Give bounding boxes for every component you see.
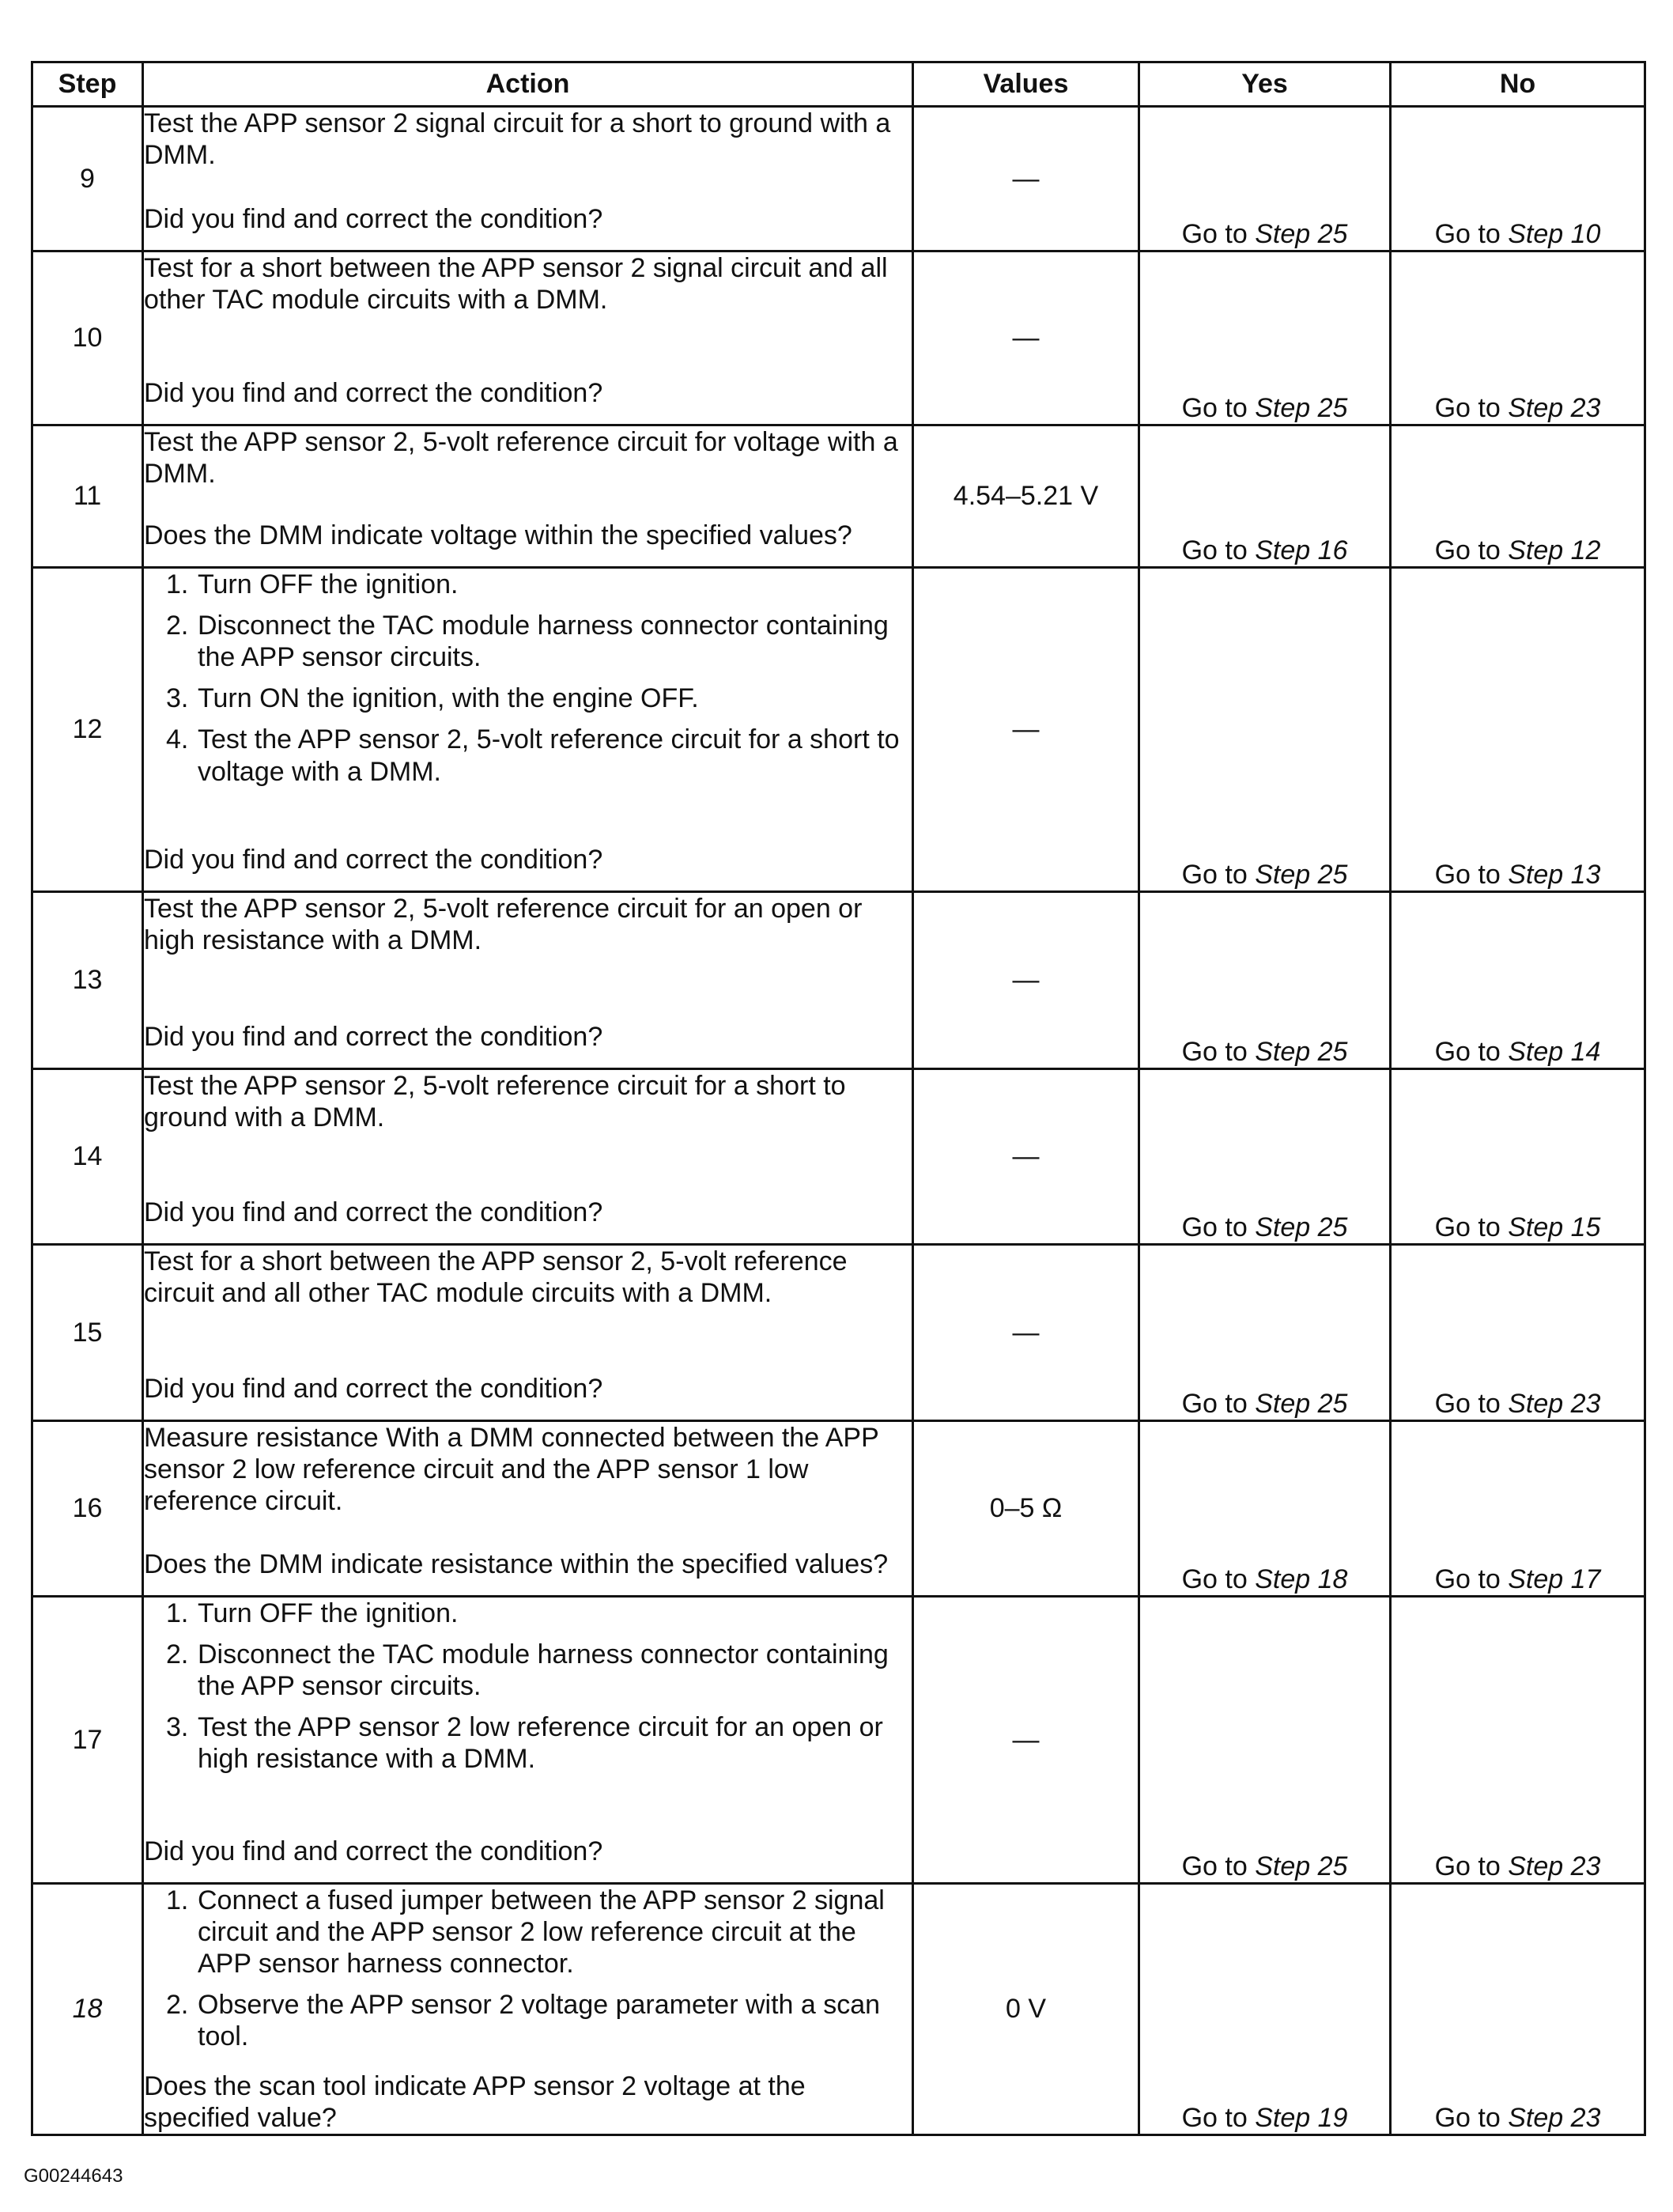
yes-cell bbox=[1139, 1069, 1391, 1245]
goto-step-link: Step 18 bbox=[1255, 1564, 1348, 1594]
goto-step-link: Step 16 bbox=[1255, 535, 1348, 565]
table-row bbox=[32, 892, 1645, 1069]
list-item-number: 3. bbox=[166, 683, 189, 714]
goto-prefix: Go to bbox=[1434, 392, 1501, 423]
action-body bbox=[144, 426, 912, 490]
table-row bbox=[32, 251, 1645, 425]
goto-prefix: Go to bbox=[1434, 1564, 1501, 1594]
list-item-number: 3. bbox=[166, 1712, 189, 1743]
list-item-number: 1. bbox=[166, 1598, 189, 1628]
goto-prefix: Go to bbox=[1434, 535, 1501, 565]
yes-cell bbox=[1139, 425, 1391, 568]
action-cell bbox=[143, 107, 913, 251]
action-question: Did you find and correct the condition? bbox=[144, 844, 603, 875]
action-body bbox=[144, 108, 912, 171]
goto-prefix: Go to bbox=[1181, 1388, 1248, 1419]
values-cell: 4.54–5.21 V bbox=[913, 425, 1139, 568]
list-item bbox=[144, 1639, 912, 1702]
goto-prefix: Go to bbox=[1181, 2102, 1248, 2133]
list-item-number: 4. bbox=[166, 724, 189, 755]
goto-no bbox=[1435, 219, 1601, 249]
goto-prefix: Go to bbox=[1434, 1036, 1501, 1067]
action-body bbox=[144, 252, 912, 316]
action-body bbox=[144, 1070, 912, 1133]
action-cell bbox=[143, 1421, 913, 1597]
no-cell bbox=[1391, 1069, 1645, 1245]
no-cell bbox=[1391, 1597, 1645, 1884]
list-item-text: Disconnect the TAC module harness connector containing the APP sensor circuits. bbox=[198, 611, 889, 673]
goto-step-link: Step 23 bbox=[1508, 392, 1601, 423]
table-row bbox=[32, 425, 1645, 568]
action-question: Does the DMM indicate resistance within the specified values? bbox=[144, 1548, 889, 1579]
action-body bbox=[144, 1885, 912, 2063]
goto-yes bbox=[1182, 535, 1348, 565]
no-cell bbox=[1391, 1884, 1645, 2135]
goto-step-link: Step 23 bbox=[1508, 1851, 1601, 1881]
goto-step-link: Step 25 bbox=[1255, 1036, 1348, 1067]
goto-yes bbox=[1182, 1851, 1348, 1881]
table-row bbox=[32, 107, 1645, 251]
list-item bbox=[144, 610, 912, 673]
values-cell: 0–5 Ω bbox=[913, 1421, 1139, 1597]
goto-step-link: Step 12 bbox=[1508, 535, 1601, 565]
list-item-text: Observe the APP sensor 2 voltage parameter with a scan tool. bbox=[198, 1990, 881, 2052]
table-row bbox=[32, 1884, 1645, 2135]
yes-cell bbox=[1139, 568, 1391, 892]
list-item-text: Disconnect the TAC module harness connector containing the APP sensor circuits. bbox=[198, 1639, 889, 1702]
goto-prefix: Go to bbox=[1181, 1036, 1248, 1067]
action-text: Test for a short between the APP sensor 2, 5-volt reference circuit and all other TAC module circuits with a DMM. bbox=[144, 1246, 848, 1309]
goto-no bbox=[1435, 2103, 1601, 2133]
goto-prefix: Go to bbox=[1181, 1851, 1248, 1881]
yes-cell bbox=[1139, 1421, 1391, 1597]
table-body bbox=[32, 107, 1645, 2135]
list-item bbox=[144, 1598, 912, 1629]
goto-prefix: Go to bbox=[1181, 1212, 1248, 1242]
step-number: 10 bbox=[32, 251, 143, 425]
action-body bbox=[144, 1422, 912, 1517]
step-number: 12 bbox=[32, 568, 143, 892]
goto-prefix: Go to bbox=[1434, 1851, 1501, 1881]
action-body bbox=[144, 569, 912, 797]
action-text: Test for a short between the APP sensor 2 signal circuit and all other TAC module circuits with a DMM. bbox=[144, 253, 888, 316]
goto-yes bbox=[1182, 2103, 1348, 2133]
header-no: No bbox=[1391, 62, 1645, 107]
no-cell bbox=[1391, 1245, 1645, 1421]
goto-step-link: Step 25 bbox=[1255, 392, 1348, 423]
values-cell: — bbox=[913, 568, 1139, 892]
goto-step-link: Step 23 bbox=[1508, 1388, 1601, 1419]
no-cell bbox=[1391, 251, 1645, 425]
goto-prefix: Go to bbox=[1181, 1564, 1248, 1594]
values-cell: — bbox=[913, 892, 1139, 1069]
list-item bbox=[144, 683, 912, 714]
goto-step-link: Step 25 bbox=[1255, 1212, 1348, 1242]
goto-step-link: Step 14 bbox=[1508, 1036, 1601, 1067]
goto-step-link: Step 17 bbox=[1508, 1564, 1601, 1594]
table-row bbox=[32, 1069, 1645, 1245]
list-item-number: 2. bbox=[166, 1990, 189, 2021]
goto-no bbox=[1435, 1037, 1601, 1067]
action-body bbox=[144, 1598, 912, 1785]
no-cell bbox=[1391, 892, 1645, 1069]
step-number: 18 bbox=[32, 1884, 143, 2135]
values-cell: — bbox=[913, 1597, 1139, 1884]
values-cell: 0 V bbox=[913, 1884, 1139, 2135]
goto-prefix: Go to bbox=[1181, 535, 1248, 565]
action-question: Did you find and correct the condition? bbox=[144, 1373, 603, 1404]
goto-yes bbox=[1182, 393, 1348, 423]
goto-no bbox=[1435, 1564, 1601, 1594]
action-cell bbox=[143, 892, 913, 1069]
yes-cell bbox=[1139, 107, 1391, 251]
step-number: 9 bbox=[32, 107, 143, 251]
step-number: 15 bbox=[32, 1245, 143, 1421]
goto-prefix: Go to bbox=[1181, 392, 1248, 423]
goto-prefix: Go to bbox=[1434, 859, 1501, 890]
goto-step-link: Step 15 bbox=[1508, 1212, 1601, 1242]
table-row bbox=[32, 1421, 1645, 1597]
step-number: 14 bbox=[32, 1069, 143, 1245]
action-text: Test the APP sensor 2, 5-volt reference circuit for an open or high resistance with a DMM. bbox=[144, 894, 863, 956]
goto-prefix: Go to bbox=[1434, 1388, 1501, 1419]
action-question: Did you find and correct the condition? bbox=[144, 1197, 603, 1227]
list-item bbox=[144, 1711, 912, 1775]
list-item-number: 1. bbox=[166, 569, 189, 599]
action-steps-list bbox=[144, 569, 912, 788]
table-row bbox=[32, 1597, 1645, 1884]
figure-id: G00244643 bbox=[24, 2165, 123, 2187]
no-cell bbox=[1391, 107, 1645, 251]
header-step: Step bbox=[32, 62, 143, 107]
header-yes: Yes bbox=[1139, 62, 1391, 107]
list-item-text: Turn OFF the ignition. bbox=[198, 569, 459, 599]
goto-prefix: Go to bbox=[1181, 859, 1248, 890]
goto-prefix: Go to bbox=[1434, 1212, 1501, 1242]
list-item-text: Test the APP sensor 2 low reference circuit for an open or high resistance with a DMM. bbox=[198, 1712, 883, 1775]
goto-no bbox=[1435, 860, 1601, 890]
goto-no bbox=[1435, 535, 1601, 565]
yes-cell bbox=[1139, 251, 1391, 425]
goto-step-link: Step 25 bbox=[1255, 859, 1348, 890]
list-item-number: 2. bbox=[166, 1639, 189, 1670]
values-cell: — bbox=[913, 1245, 1139, 1421]
list-item-text: Turn OFF the ignition. bbox=[198, 1598, 459, 1628]
list-item-text: Connect a fused jumper between the APP sensor 2 signal circuit and the APP sensor 2 low reference circuit at the APP sensor harness connector. bbox=[198, 1885, 885, 1979]
goto-no bbox=[1435, 1851, 1601, 1881]
action-cell bbox=[143, 1884, 913, 2135]
action-cell bbox=[143, 425, 913, 568]
goto-step-link: Step 13 bbox=[1508, 859, 1601, 890]
list-item-number: 1. bbox=[166, 1885, 189, 1915]
goto-no bbox=[1435, 1389, 1601, 1419]
no-cell bbox=[1391, 1421, 1645, 1597]
header-row bbox=[32, 62, 1645, 107]
action-steps-list bbox=[144, 1885, 912, 2053]
table-row bbox=[32, 1245, 1645, 1421]
goto-prefix: Go to bbox=[1181, 218, 1248, 249]
action-cell bbox=[143, 1597, 913, 1884]
goto-step-link: Step 19 bbox=[1255, 2102, 1348, 2133]
goto-yes bbox=[1182, 1037, 1348, 1067]
action-text: Test the APP sensor 2, 5-volt reference circuit for a short to ground with a DMM. bbox=[144, 1071, 846, 1133]
values-cell: — bbox=[913, 107, 1139, 251]
list-item-text: Test the APP sensor 2, 5-volt reference circuit for a short to voltage with a DMM. bbox=[198, 724, 900, 787]
goto-step-link: Step 10 bbox=[1508, 218, 1601, 249]
values-cell: — bbox=[913, 1069, 1139, 1245]
goto-step-link: Step 25 bbox=[1255, 218, 1348, 249]
yes-cell bbox=[1139, 1597, 1391, 1884]
action-body bbox=[144, 893, 912, 956]
goto-step-link: Step 25 bbox=[1255, 1388, 1348, 1419]
action-question: Did you find and correct the condition? bbox=[144, 203, 603, 234]
goto-step-link: Step 23 bbox=[1508, 2102, 1601, 2133]
yes-cell bbox=[1139, 892, 1391, 1069]
action-question: Did you find and correct the condition? bbox=[144, 1021, 603, 1052]
list-item bbox=[144, 1989, 912, 2052]
action-question: Did you find and correct the condition? bbox=[144, 377, 603, 408]
goto-no bbox=[1435, 1212, 1601, 1242]
no-cell bbox=[1391, 568, 1645, 892]
list-item bbox=[144, 1885, 912, 1979]
yes-cell bbox=[1139, 1884, 1391, 2135]
list-item-number: 2. bbox=[166, 611, 189, 641]
action-steps-list bbox=[144, 1598, 912, 1775]
action-cell bbox=[143, 251, 913, 425]
list-item-text: Turn ON the ignition, with the engine OFF. bbox=[198, 683, 699, 714]
table-row bbox=[32, 568, 1645, 892]
values-cell: — bbox=[913, 251, 1139, 425]
list-item bbox=[144, 724, 912, 787]
yes-cell bbox=[1139, 1245, 1391, 1421]
action-text: Measure resistance With a DMM connected between the APP sensor 2 low reference circuit and the APP sensor 1 low reference circuit. bbox=[144, 1423, 879, 1517]
step-number: 16 bbox=[32, 1421, 143, 1597]
action-cell bbox=[143, 568, 913, 892]
goto-yes bbox=[1182, 1389, 1348, 1419]
header-action: Action bbox=[143, 62, 913, 107]
goto-no bbox=[1435, 393, 1601, 423]
no-cell bbox=[1391, 425, 1645, 568]
action-cell bbox=[143, 1245, 913, 1421]
goto-yes bbox=[1182, 1212, 1348, 1242]
diagnostic-table bbox=[31, 61, 1646, 2136]
goto-prefix: Go to bbox=[1434, 2102, 1501, 2133]
action-body bbox=[144, 1246, 912, 1309]
action-cell bbox=[143, 1069, 913, 1245]
goto-yes bbox=[1182, 1564, 1348, 1594]
step-number: 13 bbox=[32, 892, 143, 1069]
goto-yes bbox=[1182, 219, 1348, 249]
action-text: Test the APP sensor 2, 5-volt reference circuit for voltage with a DMM. bbox=[144, 427, 898, 490]
step-number: 11 bbox=[32, 425, 143, 568]
header-values: Values bbox=[913, 62, 1139, 107]
action-text: Test the APP sensor 2 signal circuit for a short to ground with a DMM. bbox=[144, 108, 891, 171]
goto-yes bbox=[1182, 860, 1348, 890]
goto-step-link: Step 25 bbox=[1255, 1851, 1348, 1881]
action-question: Does the DMM indicate voltage within the specified values? bbox=[144, 520, 852, 550]
step-number: 17 bbox=[32, 1597, 143, 1884]
action-question: Does the scan tool indicate APP sensor 2 voltage at the specified value? bbox=[144, 2070, 806, 2133]
list-item bbox=[144, 569, 912, 600]
goto-prefix: Go to bbox=[1434, 218, 1501, 249]
action-question: Did you find and correct the condition? bbox=[144, 1836, 603, 1866]
